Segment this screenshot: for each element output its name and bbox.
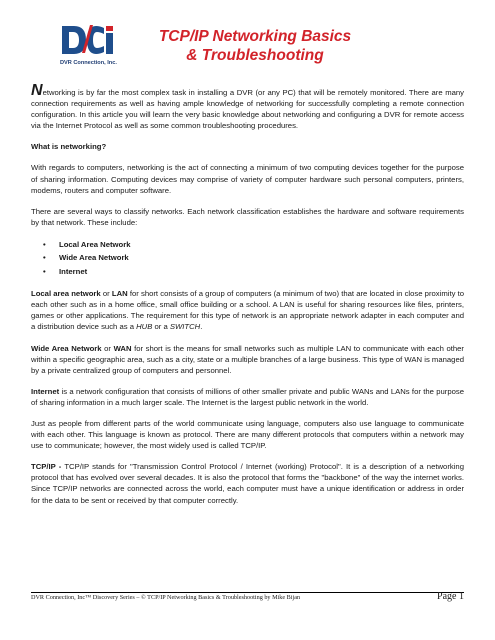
lan-or-2: or a [152, 322, 170, 332]
switch-term: SWITCH [169, 322, 201, 332]
footer-divider [31, 592, 464, 593]
document-title [135, 27, 375, 65]
classification-paragraph: There are several ways to classify networks. Each network classification establishes the hardware and software requirements by that network. These include: [31, 206, 464, 227]
network-types-list [31, 238, 464, 278]
wan-text: for short is the means for small networks such as multiple LAN to communicate with each other within a specific geographic area, such as a city, state or a multiple branches of a large business. This type of WAN is managed by a private centralized group of computers and personnel. [31, 343, 464, 375]
lan-term: Local area network [31, 289, 101, 299]
internet-term: Internet [31, 386, 60, 396]
document-body [31, 82, 465, 516]
title-line-2: & Troubleshooting [186, 47, 324, 64]
page-number: Page 1 [437, 591, 464, 602]
wan-paragraph [31, 343, 464, 376]
list-item: • Local Area Network [31, 238, 464, 251]
lan-paragraph [31, 288, 464, 332]
section-heading: What is networking? [31, 142, 107, 152]
hub-term: HUB [136, 322, 153, 332]
tcpip-text: TCP/IP stands for "Transmission Control Protocol / Internet (working) Protocol". It is a description of a networking protocol that has evolved over several decades. It is also the protocol that forms the "backbone" of the way the internet works. Since TCP/IP networks are connected across the world, each computer must have a unique identification or address in order for the data to be sent or received by that computer correctly. [31, 462, 464, 505]
tcpip-term: TCP/IP - [31, 462, 62, 472]
lan-end: . [200, 322, 203, 332]
networking-definition: With regards to computers, networking is the act of connecting a minimum of two computing devices together for the purpose of sharing information. Computing devices may comprise of variety of computer hardware such personal computers, printers, modems, routers and computer software. [31, 163, 464, 195]
lan-or: or [100, 289, 112, 299]
lan-abbr: LAN [111, 289, 128, 299]
wan-term: Wide Area Network [31, 343, 102, 353]
intro-text: etworking is by far the most complex task in installing a DVR (or any PC) that will be remotely monitored. There are many connection requirements as well as having ample knowledge of networking for successfully completing a remote connection configuration. In this article you will learn the very basic knowledge about networking and configuring a DVR for remote access via the Internet Protocol as well as some common troubleshooting procedures. [31, 88, 464, 131]
wan-or: or [101, 343, 114, 353]
internet-text: is a network configuration that consists of millions of other smaller private and public WANs and LANs for the purpose of sharing information in a much larger scale. The Internet is the largest public network in the world. [31, 386, 464, 407]
internet-paragraph [31, 386, 464, 408]
title-line-1: TCP/IP Networking Basics [158, 28, 352, 45]
logo-caption: DVR Connection, Inc. [60, 60, 117, 66]
tcpip-paragraph [31, 461, 464, 505]
list-item: • Wide Area Network [31, 251, 464, 264]
protocol-paragraph: Just as people from different parts of the world communicate using language, computers also use language to communicate with each other. This language is known as protocol. There are many different protocols that computers within a network may use to communicate; however, the most widely used is called TCP/IP. [31, 419, 464, 451]
list-item: • Internet [31, 265, 464, 278]
drop-cap: N [31, 82, 43, 99]
footer-text: DVR Connection, Inc™ Discovery Series – © TCP/IP Networking Basics & Troubleshooting by Mike Bijan [31, 594, 301, 601]
intro-paragraph [31, 82, 464, 131]
wan-abbr: WAN [113, 343, 132, 353]
lan-text: for short consists of a group of computers (a minimum of two) that are located in close proximity to each other such as in a home office, small office building or a school. A LAN is useful for sharing resources like files, printers, games or other applications. The requirement for this type of network is an appropriate network adapter in each computer and a distribution device such as a [31, 289, 465, 332]
